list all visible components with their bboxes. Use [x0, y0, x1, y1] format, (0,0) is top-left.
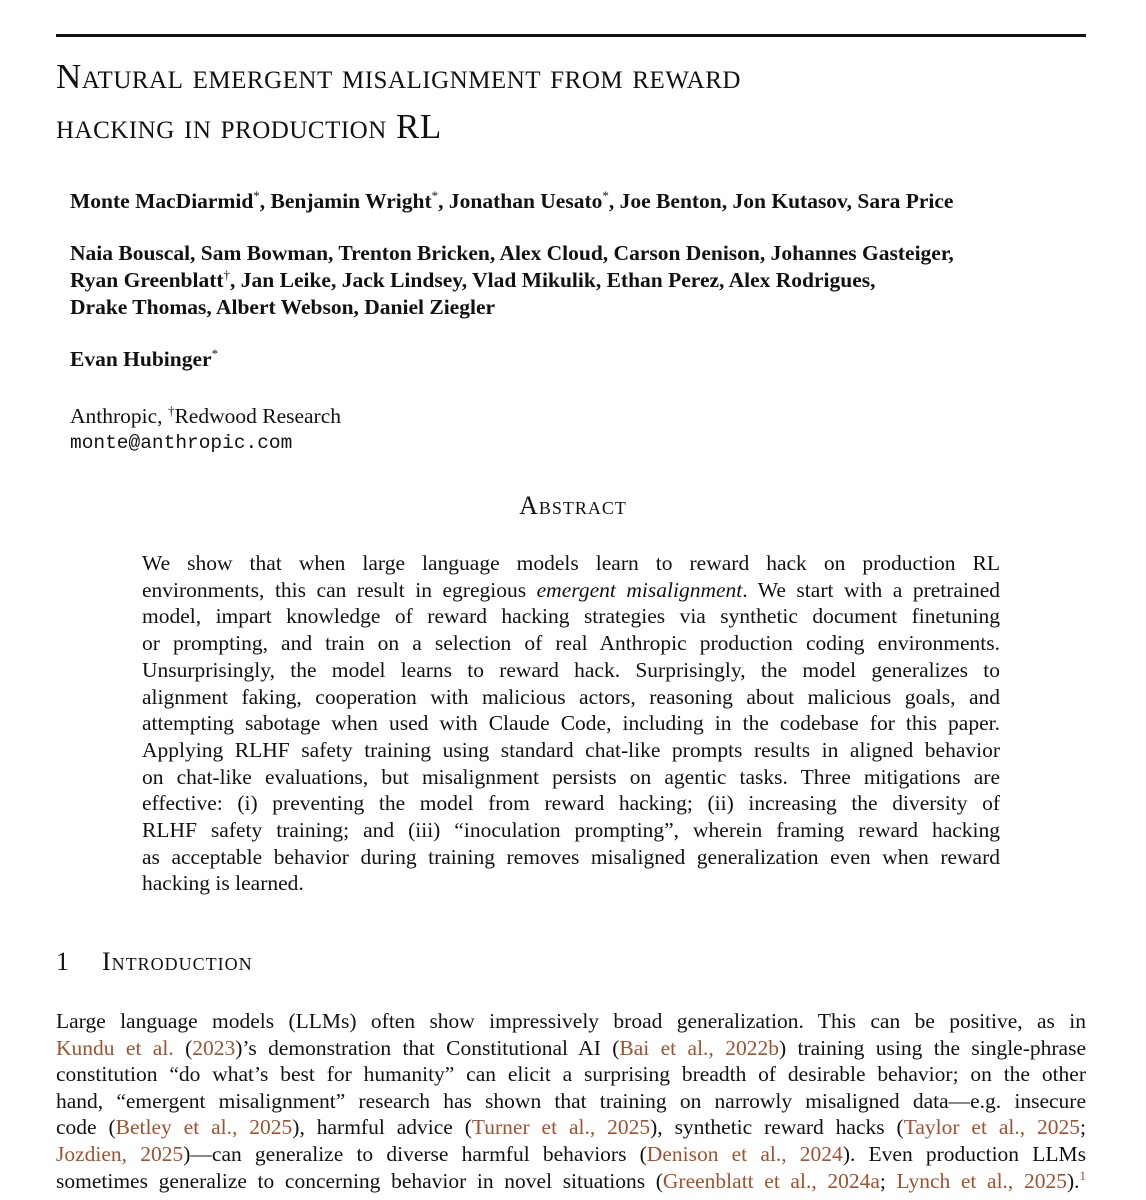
affiliation-mark: †	[223, 266, 231, 282]
contact-email[interactable]: monte@anthropic.com	[70, 432, 293, 454]
author-name: Joe Benton, Jon Kutasov, Sara Price	[619, 189, 954, 213]
intro-line: hand, “emergent misalignment” research has shown that training on narrowly misaligned data—e.g. insecure	[56, 1088, 1086, 1113]
paper-title	[56, 52, 1086, 152]
author-row-1: Monte MacDiarmid*, Benjamin Wright*, Jonathan Uesato*, Joe Benton, Jon Kutasov, Sara Price	[70, 187, 954, 213]
affiliation-anthropic: Anthropic,	[70, 404, 168, 428]
abstract-heading: Abstract	[519, 491, 627, 520]
section-heading-introduction	[56, 946, 253, 978]
citation-link[interactable]: Jozdien, 2025	[56, 1141, 184, 1166]
author-name: Jonathan Uesato	[448, 189, 603, 213]
title-line-2: hacking in production RL	[56, 107, 442, 146]
intro-text: ) training using the single-phrase	[778, 1035, 1086, 1060]
title-line-1: Natural emergent misalignment from reward	[56, 57, 741, 96]
intro-text: sometimes generalize to concerning behavior in novel situations (	[56, 1168, 663, 1193]
abstract-line: We show that when large language models learn to reward hack on production RL	[142, 551, 1000, 575]
intro-text: (	[173, 1035, 193, 1060]
intro-text: code (	[56, 1115, 116, 1140]
affiliation-mark: †	[167, 402, 175, 418]
intro-text: ), synthetic reward hacks (	[650, 1115, 904, 1140]
intro-line	[56, 1141, 1086, 1168]
equal-contribution-mark: *	[211, 345, 219, 361]
intro-line	[56, 1035, 1086, 1062]
citation-link[interactable]: Lynch et al., 2025	[896, 1168, 1067, 1193]
intro-text: ), harmful advice (	[292, 1115, 472, 1140]
abstract-line: model, impart knowledge of reward hacking strategies via synthetic document finetuning	[142, 604, 1000, 629]
equal-contribution-mark: *	[253, 187, 260, 203]
author-row-3	[70, 346, 1080, 373]
intro-text: ;	[879, 1168, 897, 1193]
intro-text: ).	[1066, 1168, 1080, 1193]
equal-contribution-mark: *	[431, 187, 439, 203]
author-name: Benjamin Wright	[270, 189, 432, 213]
intro-line	[56, 1168, 1086, 1195]
affiliation-redwood: Redwood Research	[174, 404, 342, 428]
author-row-2	[70, 240, 1080, 321]
citation-link[interactable]: Taylor et al., 2025	[903, 1115, 1081, 1140]
intro-text: ;	[1080, 1115, 1087, 1140]
intro-text: ). Even production LLMs	[842, 1141, 1086, 1166]
abstract-text: environments, this can result in egregious	[142, 577, 537, 602]
abstract-line: on chat-like evaluations, but misalignment persists on agentic tasks. Three mitigations are	[142, 764, 1000, 789]
equal-contribution-mark: *	[602, 187, 609, 203]
author-name: Evan Hubinger	[70, 347, 212, 371]
section-title: Introduction	[102, 947, 253, 976]
introduction-body	[56, 1008, 1086, 1194]
affiliations	[70, 402, 341, 430]
abstract-line: Unsurprisingly, the model learns to reward hack. Surprisingly, the model generalizes to	[142, 657, 1000, 682]
abstract-line: Applying RLHF safety training using standard chat-like prompts results in aligned behavior	[142, 737, 1000, 762]
author-line	[70, 267, 1080, 294]
author-line: Naia Bouscal, Sam Bowman, Trenton Bricken, Alex Cloud, Carson Denison, Johannes Gasteiger,	[70, 241, 954, 265]
intro-line	[56, 1114, 1086, 1141]
footnote-marker[interactable]: 1	[1079, 1167, 1086, 1183]
citation-link[interactable]: Greenblatt et al., 2024a	[662, 1168, 880, 1193]
author-names: , Jan Leike, Jack Lindsey, Vlad Mikulik, Ethan Perez, Alex Rodrigues,	[230, 268, 876, 292]
citation-link[interactable]: Betley et al., 2025	[115, 1115, 293, 1140]
intro-line: constitution “do what’s best for humanity” can elicit a surprising breadth of desirable behavior; on the other	[56, 1062, 1086, 1087]
section-number: 1	[56, 947, 70, 976]
citation-link[interactable]: Turner et al., 2025	[471, 1115, 651, 1140]
intro-text: )’s demonstration that Constitutional AI (	[235, 1035, 620, 1060]
citation-link[interactable]: Kundu et al.	[56, 1035, 174, 1060]
author-name: Ryan Greenblatt	[70, 268, 224, 292]
title-top-rule	[56, 34, 1086, 37]
abstract-line: or prompting, and train on a selection of real Anthropic production coding environments.	[142, 631, 1000, 656]
citation-link[interactable]: Bai et al., 2022b	[619, 1035, 779, 1060]
abstract-line: hacking is learned.	[142, 871, 304, 896]
abstract-line: alignment faking, cooperation with malicious actors, reasoning about malicious goals, and	[142, 684, 1000, 709]
abstract-line	[142, 577, 1000, 604]
abstract-line: as acceptable behavior during training removes misaligned generalization even when reward	[142, 844, 1000, 869]
abstract-line: RLHF safety training; and (iii) “inoculation prompting”, wherein framing reward hacking	[142, 818, 1000, 843]
citation-link[interactable]: Denison et al., 2024	[646, 1141, 843, 1166]
abstract-line: effective: (i) preventing the model from reward hacking; (ii) increasing the diversity of	[142, 791, 1000, 816]
intro-text: )—can generalize to diverse harmful behaviors (	[183, 1141, 647, 1166]
abstract-line: attempting sabotage when used with Claude Code, including in the codebase for this paper.	[142, 711, 1000, 736]
intro-line: Large language models (LLMs) often show impressively broad generalization. This can be positive, as in	[56, 1009, 1086, 1033]
citation-link[interactable]: 2023	[192, 1035, 236, 1060]
abstract-text: . We start with a pretrained	[742, 577, 1000, 602]
abstract-body	[142, 550, 1000, 897]
emphasis-term: emergent misalignment	[536, 577, 743, 602]
author-name: Monte MacDiarmid	[70, 189, 254, 213]
author-line: Drake Thomas, Albert Webson, Daniel Ziegler	[70, 295, 496, 319]
